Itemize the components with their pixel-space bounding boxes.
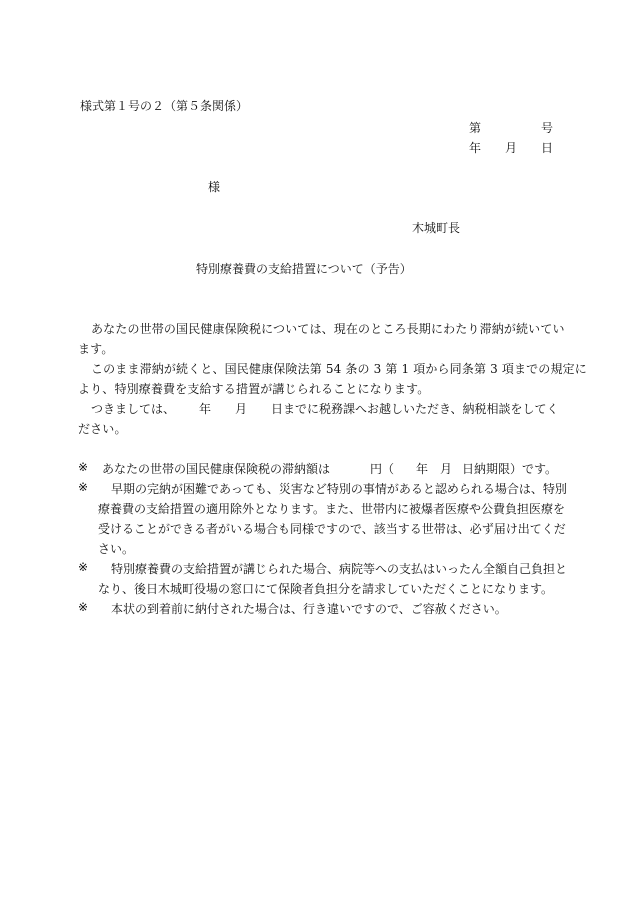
note-1-yen: 円（ [370,462,395,476]
document-title: 特別療養費の支給措置について（予告） [196,262,412,276]
sender-name: 木城町長 [412,221,461,235]
note-2-line-2: 療養費の支給措置の適用除外となります。また、世帯内に被爆者医療や公費負担医療を [98,502,566,516]
body-paragraph-3-year: 年 [199,402,212,416]
note-2-mark: ※ [78,480,89,494]
note-2-line-1: 早期の完納が困難であっても、災害など特別の事情があると認められる場合は、特別 [111,482,567,496]
body-paragraph-3-line-1a: つきましては、 [91,402,176,416]
note-3-mark: ※ [78,560,89,574]
note-1-text-a: あなたの世帯の国民健康保険税の滞納額は [102,462,331,476]
body-paragraph-2-line-2: より、特別療養費を支給する措置が講じられることになります。 [78,382,430,396]
note-3-line-2: なり、後日木城町役場の窓口にて保険者負担分を請求していただくことになります。 [98,582,554,596]
note-1-mark: ※ [78,460,89,474]
note-1-month: 月 [440,462,453,476]
document-number-label: 第 [469,121,482,135]
body-paragraph-3-line-1b: 日までに税務課へお越しいただき、納税相談をしてく [271,402,559,416]
body-paragraph-3-month: 月 [235,402,248,416]
note-2-line-3: 受けることができる者がいる場合も同様ですので、該当する世帯は、必ず届け出てくだ [98,522,566,536]
note-4-mark: ※ [78,600,89,614]
body-paragraph-2-line-1: このまま滞納が続くと、国民健康保険法第 54 条の 3 第 1 項から同条第 3 項までの規定に [91,362,587,376]
body-paragraph-1-line-1: あなたの世帯の国民健康保険税については、現在のところ長期にわたり滞納が続いてい [91,322,565,336]
note-4-line-1: 本状の到着前に納付された場合は、行き違いですので、ご容赦ください。 [111,602,507,616]
body-paragraph-1-line-2: ます。 [78,342,114,356]
note-1-text-b: 日納期限）です。 [462,462,558,476]
date-month-label: 月 [505,141,518,155]
date-year-label: 年 [469,141,482,155]
note-2-line-4: さい。 [98,542,135,556]
document-number-suffix: 号 [541,121,554,135]
addressee-suffix: 様 [208,180,221,194]
form-id: 様式第１号の２（第５条関係） [80,99,249,113]
body-paragraph-3-line-2: ださい。 [78,422,127,436]
note-1-year: 年 [416,462,429,476]
note-3-line-1: 特別療養費の支給措置が講じられた場合、病院等への支払はいったん全額自己負担と [111,562,568,576]
date-day-label: 日 [541,141,554,155]
